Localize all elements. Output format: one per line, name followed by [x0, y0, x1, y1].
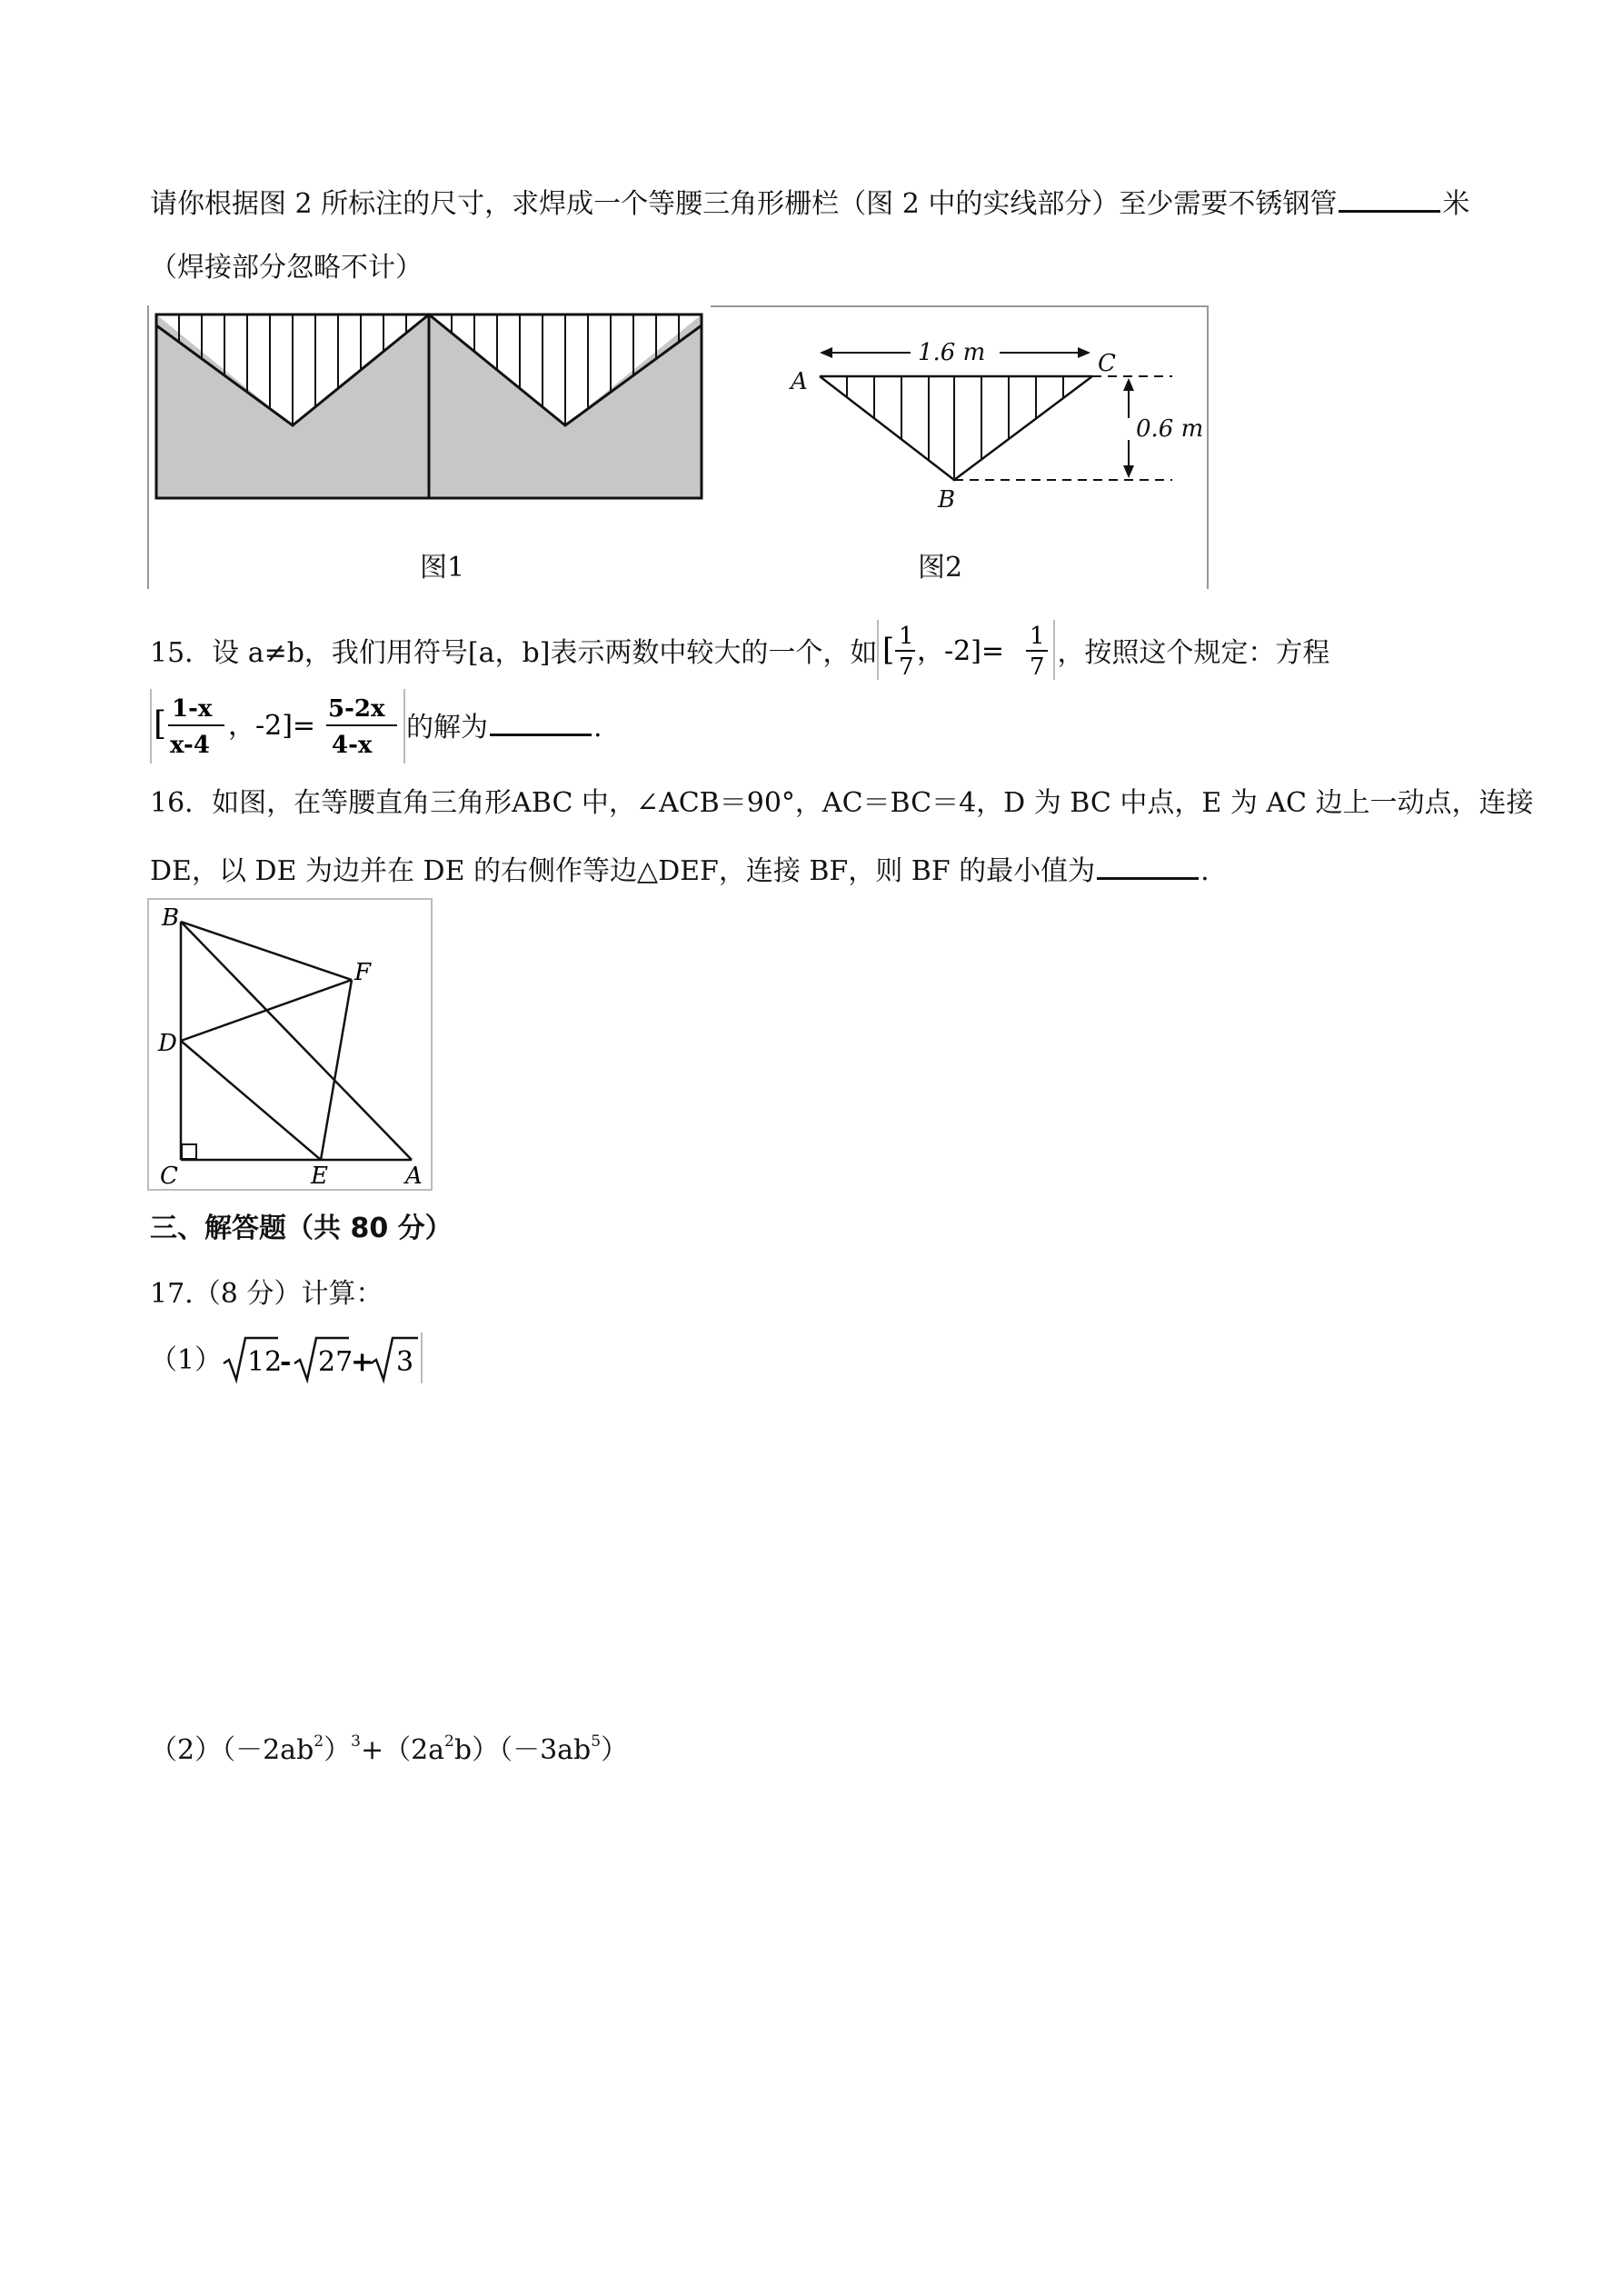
point-a-label: A [791, 368, 808, 395]
width-label: 1.6 m [918, 339, 986, 366]
q16-text: DE，以 DE 为边并在 DE 的右侧作等边△DEF，连接 BF，则 BF 的最小值为 [150, 855, 1096, 887]
label-e: E [311, 1163, 328, 1190]
equation-den2: 4-x [332, 732, 373, 759]
part2-exp-a: 2 [314, 1732, 324, 1751]
isosceles-fence [820, 376, 1092, 480]
part2-term-c: +（2a [360, 1734, 445, 1766]
equation-den1: x-4 [170, 732, 210, 759]
q14-line1 [150, 185, 1469, 223]
q15-line1 [150, 620, 1330, 680]
equation-mid: ，-2]= [228, 710, 316, 742]
op-plus: + [351, 1346, 374, 1378]
equilateral-def [181, 980, 352, 1160]
answer-blank-q16[interactable] [1097, 852, 1199, 880]
radicand-12: 12 [247, 1346, 283, 1378]
equation-open-bracket: [ [154, 705, 167, 743]
label-a: A [405, 1163, 423, 1190]
figure-1-caption: 图1 [420, 552, 465, 584]
example-frac-den: 7 [899, 654, 914, 680]
example-res-num: 1 [1030, 623, 1045, 650]
equation-num2: 5-2x [328, 695, 385, 723]
q17-title: 17.（8 分）计算： [150, 1278, 383, 1310]
q15-equation-math [150, 689, 406, 764]
q15-end: . [593, 712, 602, 744]
label-f: F [354, 959, 372, 986]
q14-text: 请你根据图 2 所标注的尺寸，求焊成一个等腰三角形栅栏（图 2 中的实线部分）至少需要不锈钢管 [150, 188, 1338, 220]
part2-term-d: b）（－3ab [453, 1734, 592, 1766]
q17-part2-label: （2） [150, 1734, 223, 1766]
part2-term-b: ） [324, 1734, 352, 1766]
q17-part2 [150, 1723, 628, 1769]
part2-exp-b: 3 [351, 1732, 361, 1751]
label-c: C [160, 1163, 178, 1190]
q15-intro: 15．设 a≠b，我们用符号[a，b]表示两数中较大的一个，如 [150, 637, 878, 669]
figure-2-caption: 图2 [918, 552, 963, 584]
q17-part1-label: （1） [150, 1344, 223, 1376]
q14-unit: 米 [1442, 188, 1470, 220]
example-frac-num: 1 [899, 623, 914, 650]
q15-example-math [877, 620, 1057, 680]
part2-term-e: ） [601, 1734, 629, 1766]
label-d: D [158, 1030, 177, 1057]
q15-after-example: ，按照这个规定：方程 [1057, 637, 1330, 669]
figure-1 [147, 305, 711, 589]
radicand-27: 27 [318, 1346, 353, 1378]
point-b-label: B [938, 486, 956, 514]
section-3-title: 三、解答题（共 80 分） [150, 1213, 453, 1244]
width-dimension [820, 339, 1090, 366]
example-res-den: 7 [1030, 654, 1045, 680]
triangle-abc [181, 922, 412, 1160]
answer-blank-q15[interactable] [490, 708, 592, 736]
point-c-label: C [1098, 350, 1116, 377]
q16-line2 [150, 852, 1210, 890]
q17-part1-math [222, 1333, 423, 1383]
part2-term-a: （－2ab [222, 1734, 314, 1766]
q17-part1 [150, 1333, 423, 1382]
label-b: B [162, 904, 180, 932]
part2-exp-d: 5 [591, 1732, 602, 1751]
right-angle-mark [182, 1144, 196, 1159]
example-sep: ，-2]= [917, 635, 1005, 667]
q16-line1: 16．如图，在等腰直角三角形ABC 中，∠ACB＝90°，AC＝BC＝4，D 为 BC 中点，E 为 AC 边上一动点，连接 [150, 787, 1534, 819]
segment-bf [181, 922, 352, 980]
example-open-bracket: [ [882, 632, 895, 668]
figure-q16 [147, 898, 433, 1191]
op-minus: - [280, 1346, 292, 1378]
q16-end: . [1200, 855, 1210, 887]
fence-panels [156, 314, 702, 498]
height-dimension [954, 376, 1203, 480]
figure-2 [711, 305, 1210, 589]
q14-line2: （焊接部分忽略不计） [150, 252, 423, 284]
q15-line2 [150, 689, 602, 759]
height-label: 0.6 m [1136, 415, 1204, 443]
radicand-3: 3 [396, 1346, 414, 1378]
answer-blank-q14[interactable] [1339, 185, 1440, 213]
q15-tail: 的解为 [406, 712, 488, 744]
equation-num1: 1-x [172, 695, 213, 723]
part2-exp-c: 2 [444, 1732, 454, 1751]
